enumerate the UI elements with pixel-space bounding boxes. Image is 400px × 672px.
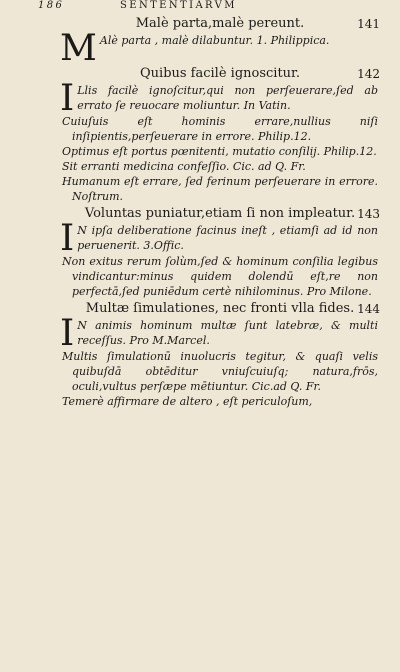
paragraph: Temerè affirmare de altero , eſt periculoſum, bbox=[62, 395, 313, 408]
section-number: 144 bbox=[357, 302, 380, 316]
paragraph: Multis ſimulationū inuolucris tegitur, & quaſi velis quibuſdā obtēditur vniuſcuiuſq; natura,frōs, oculi,vultus perſæpe mētiuntur. Cic.ad Q. Fr. bbox=[62, 350, 378, 393]
paragraph: Optimus eſt portus pœnitenti, mutatio conſilij. Philip.12. bbox=[62, 145, 377, 158]
drop-cap: I bbox=[60, 313, 75, 354]
page-number: 186 bbox=[38, 0, 65, 11]
section-number: 142 bbox=[357, 67, 380, 81]
text-body bbox=[62, 14, 378, 410]
drop-cap: I bbox=[60, 218, 75, 259]
drop-cap: M bbox=[60, 28, 97, 69]
running-title: SENTENTIARVM bbox=[120, 0, 237, 11]
paragraph bbox=[60, 218, 378, 259]
section-142 bbox=[62, 66, 378, 204]
paragraph bbox=[60, 313, 378, 354]
section-heading bbox=[62, 66, 378, 82]
paragraph bbox=[60, 78, 378, 119]
paragraph-text: N animis hominum multæ ſunt latebræ, & multi receſſus. Pro M.Marcel. bbox=[77, 319, 378, 347]
heading-text: Multæ ſimulationes, nec fronti vlla fides. bbox=[85, 301, 355, 316]
section-number: 143 bbox=[357, 207, 380, 221]
section-number: 141 bbox=[357, 17, 380, 31]
section-144 bbox=[62, 301, 378, 409]
section-141 bbox=[60, 16, 380, 69]
running-head bbox=[0, 0, 400, 12]
paragraph-text: Alè parta , malè dilabuntur. 1. Philippica. bbox=[99, 34, 330, 47]
paragraph-text: Llis facilè ignoſcitur,qui non perſeuerare,ſed ab errato ſe reuocare moliuntur. In Vatin. bbox=[77, 84, 378, 112]
paragraph: Humanum eſt errare, ſed ferinum perſeuerare in errore. Noſtrum. bbox=[62, 175, 378, 203]
heading-text: Voluntas puniatur,etiam ſi non impleatur. bbox=[84, 206, 356, 221]
paragraph: Sit erranti medicina confeſſio. Cic. ad Q. Fr. bbox=[62, 160, 306, 173]
heading-text: Malè parta,malè pereunt. bbox=[135, 16, 305, 31]
section-heading bbox=[62, 301, 378, 317]
paragraph-text: N ipſa deliberatione facinus ineſt , etiamſi ad id non peruenerit. 3.Offic. bbox=[77, 224, 378, 252]
paragraph bbox=[60, 28, 378, 69]
drop-cap: I bbox=[60, 78, 75, 119]
paragraph: Cuiuſuis eſt hominis errare,nullius niſi inſipientis,perſeuerare in errore. Philip.12. bbox=[62, 115, 378, 143]
section-heading bbox=[62, 206, 378, 222]
heading-text: Quibus facilè ignoscitur. bbox=[140, 66, 300, 81]
paragraph: Non exitus rerum ſolùm,ſed & hominum conſilia legibus vindicantur:minus quidem dolendū eſt,re non perfectā,ſed puniēdum certè nihilominus. Pro Milone. bbox=[62, 255, 378, 298]
section-heading bbox=[62, 16, 378, 32]
section-143 bbox=[62, 206, 378, 299]
